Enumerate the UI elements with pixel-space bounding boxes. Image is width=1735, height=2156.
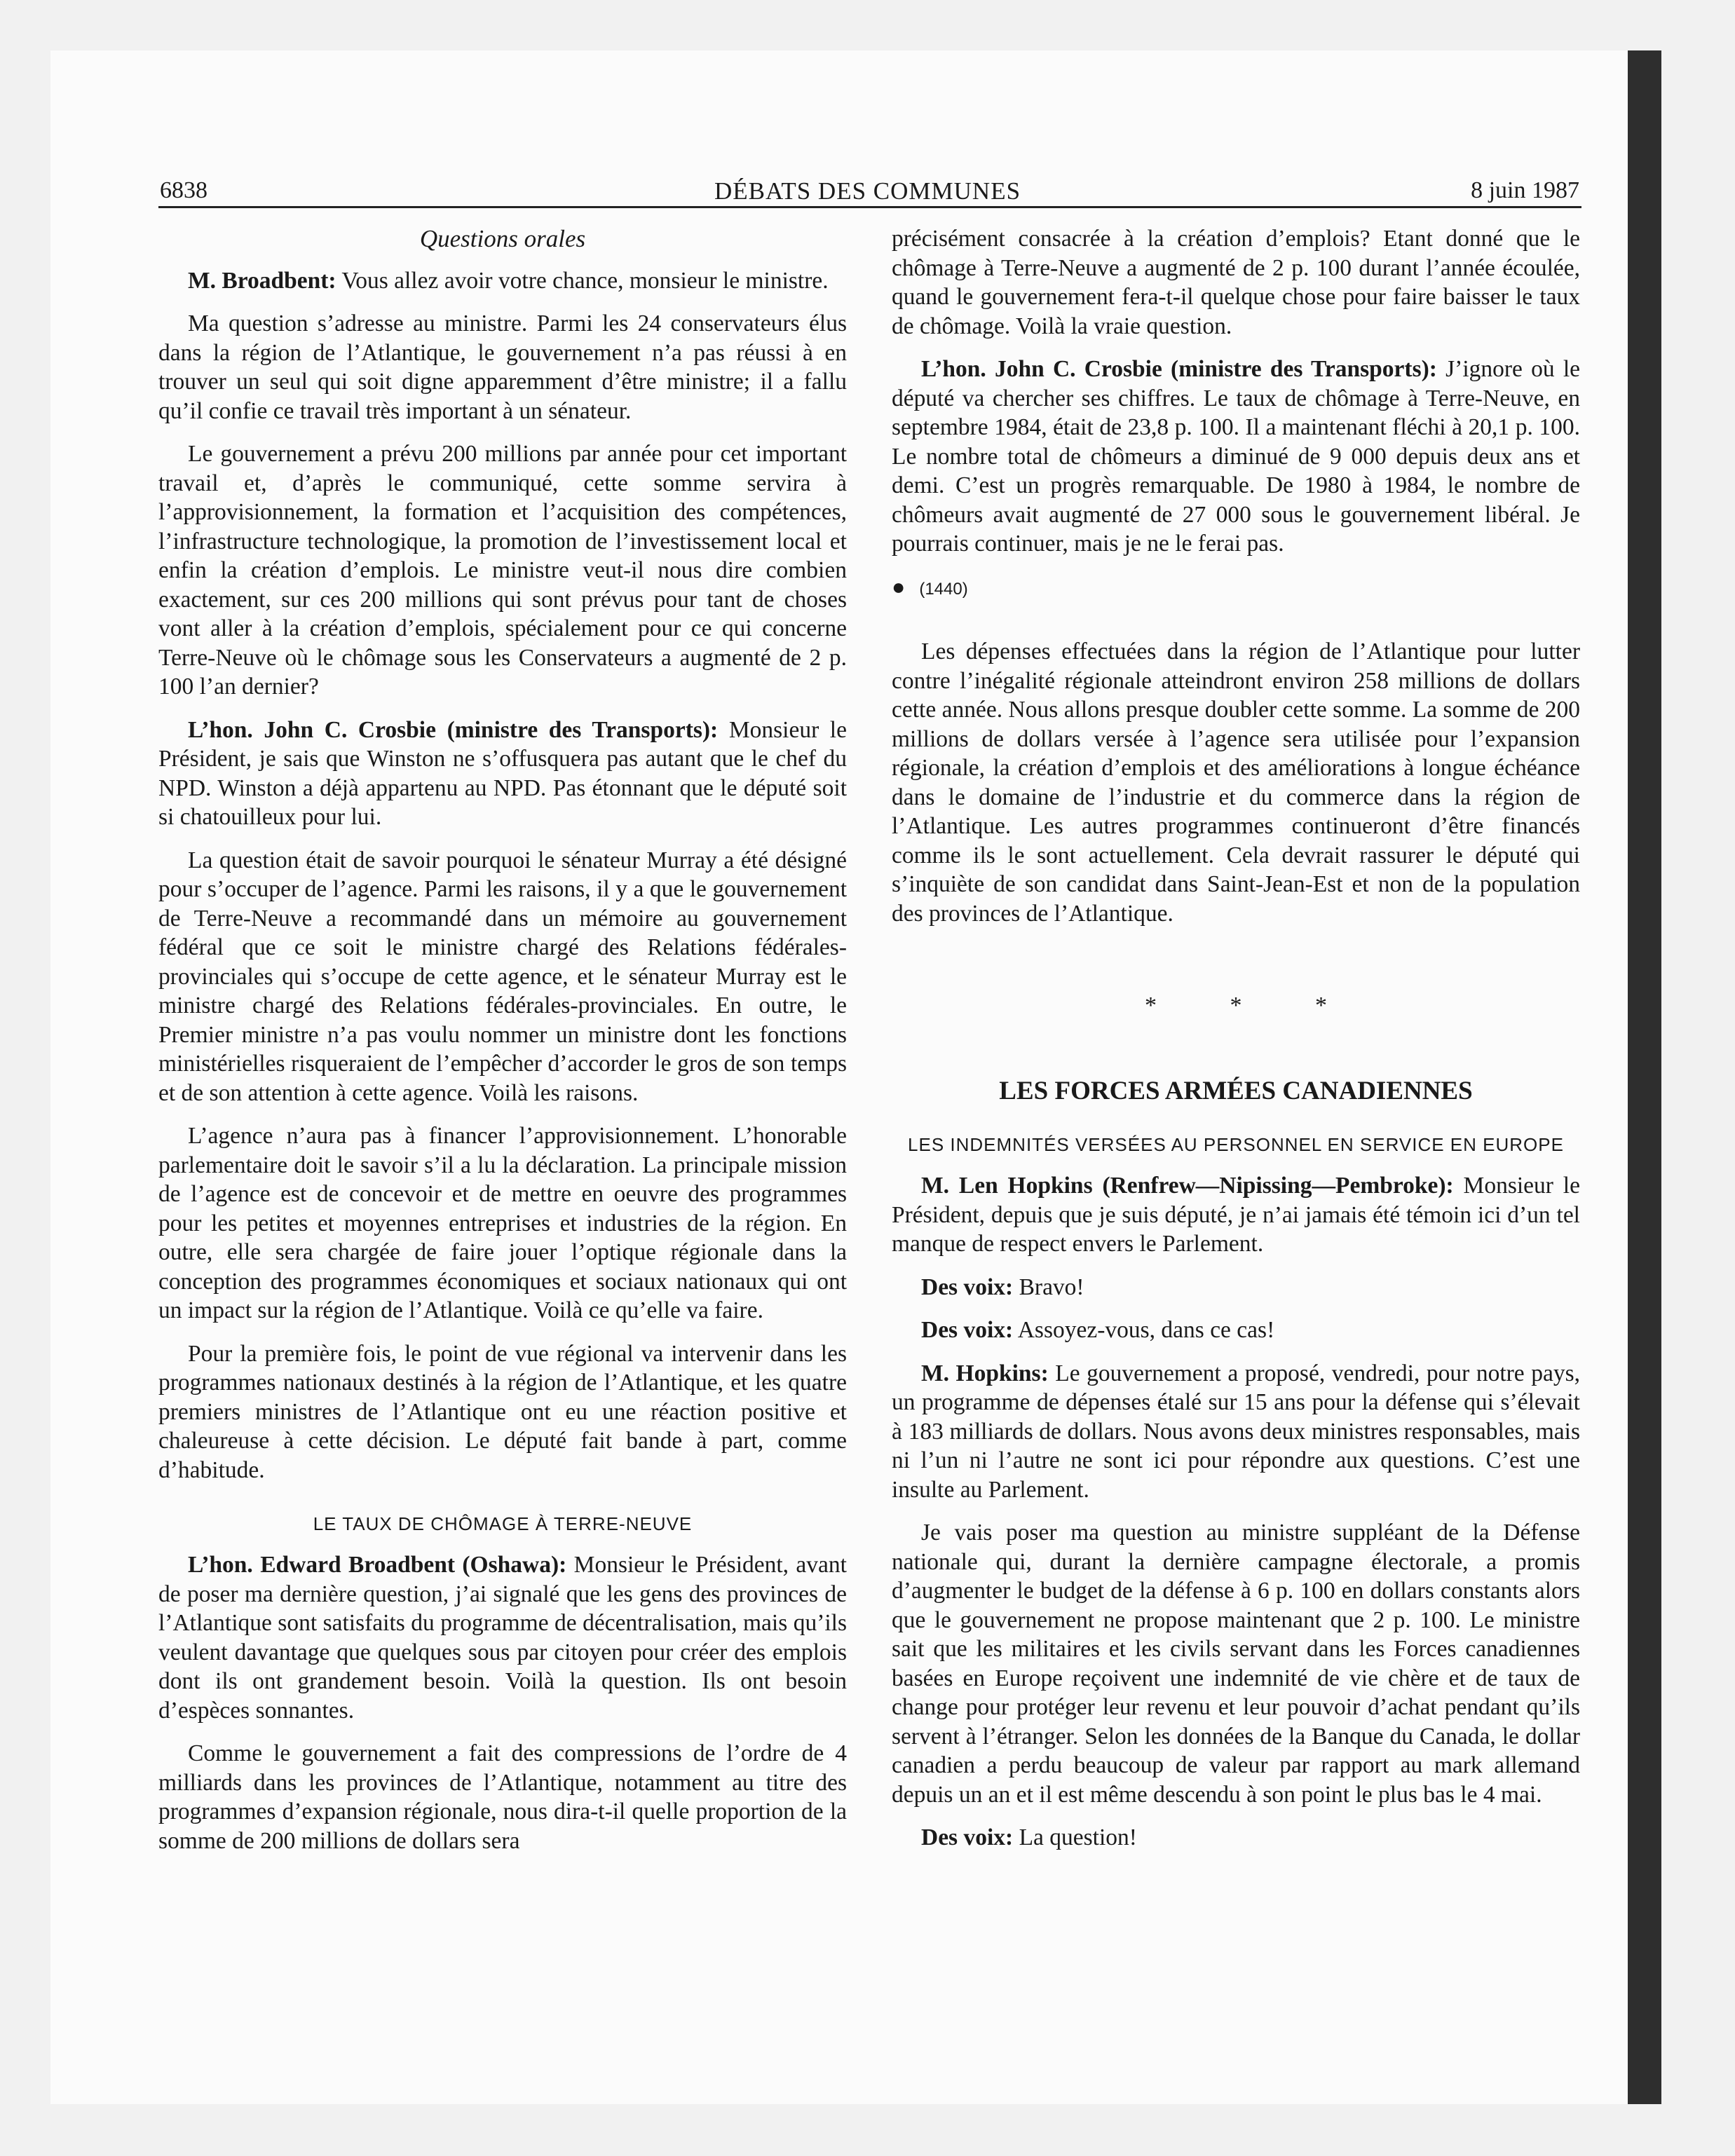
header-date: 8 juin 1987 xyxy=(1471,177,1579,203)
scan-edge-shadow xyxy=(1628,50,1661,2104)
paragraph: L’agence n’aura pas à financer l’approvisionnement. L’honorable parlementaire doit le savoir s’il a lu la déclaration. La principale mission de l’agence est de concevoir et de mettre en oeuvre des programmes pour les petites et moyennes entreprises et industries de la région. En outre, elle sera chargée de faire jouer l’optique régionale dans la conception des programmes économiques et sociaux nationaux qui ont un impact sur la région de l’Atlantique. Voilà ce qu’elle va faire. xyxy=(158,1123,847,1323)
speech-text: Assoyez-vous, dans ce cas! xyxy=(1013,1317,1275,1343)
right-column xyxy=(892,224,1580,1867)
paragraph: La question était de savoir pourquoi le sénateur Murray a été désigné pour s’occuper de l’agence. Parmi les raisons, il y a que le gouvernement de Terre-Neuve a recommandé dans un mémoire au gouvernement fédéral que ce soit le ministre chargé des Relations fédérales-provinciales qui s’occupe de cette agence, et le sénateur Murray est le ministre chargé des Relations fédérales-provinciales. En outre, le Premier ministre n’a pas voulu nommer un ministre dont les fonctions ministérielles risqueraient de l’empêcher d’accorder le gros de son temps et de son attention à cette agence. Voilà les raisons. xyxy=(158,847,847,1106)
page-number: 6838 xyxy=(160,177,207,203)
section-separator: * * * xyxy=(1145,992,1361,1018)
speech-text: Monsieur le Président, je sais que Winston ne s’offusquera pas autant que le chef du NPD. Winston a déjà appartenu au NPD. Pas étonnant que le député soit si chatouilleux pour lui. xyxy=(158,716,847,830)
paragraph xyxy=(892,1273,1580,1302)
speaker-name: L’hon. John C. Crosbie (ministre des Transports): xyxy=(921,356,1437,382)
paragraph xyxy=(892,1171,1580,1259)
speaker-name: L’hon. Edward Broadbent (Oshawa): xyxy=(188,1552,567,1578)
time-stamp xyxy=(892,573,1580,604)
header-rule xyxy=(158,206,1581,208)
paragraph xyxy=(158,266,847,296)
paragraph: Je vais poser ma question au ministre suppléant de la Défense nationale qui, durant la dernière campagne électorale, a promis d’augmenter le budget de la défense à 6 p. 100 en dollars constants alors que le gouvernement ne propose maintenant que 2 p. 100. Le ministre sait que les militaires et les civils servant dans les Forces canadiennes basées en Europe reçoivent une indemnité de vie chère et de taux de change pour protéger leur revenu et leur pouvoir d’achat pendant qu’ils servent à l’étranger. Selon les données de la Banque du Canada, le dollar canadien a perdu beaucoup de valeur par rapport au mark allemand depuis un an et il est même descendu à son point le plus bas le 4 mai. xyxy=(892,1520,1580,1808)
paragraph: Comme le gouvernement a fait des compressions de l’ordre de 4 milliards dans les provinces de l’Atlantique, notamment au titre des programmes d’expansion régionale, nous dira-t-il quelle proportion de la somme de 200 millions de dollars sera xyxy=(158,1740,847,1854)
speaker-name: Des voix: xyxy=(921,1274,1014,1300)
left-column xyxy=(158,224,847,1869)
paragraph: Les dépenses effectuées dans la région de l’Atlantique pour lutter contre l’inégalité régionale atteindront environ 258 millions de dollars cette année. Nous allons presque doubler cette somme. La somme de 200 millions de dollars versée à l’agence sera utilisée pour l’expansion régionale, la création d’emplois et des améliorations à longue échéance dans le domaine de l’industrie et du commerce dans la région de l’Atlantique. Les autres programmes continueront d’être financés comme ils le sont actuellement. Cela devrait rassurer le député qui s’inquiète de son candidat dans Saint-Jean-Est et non de la population des provinces de l’Atlantique. xyxy=(892,639,1580,927)
paragraph xyxy=(158,1550,847,1725)
paragraph: Pour la première fois, le point de vue régional va intervenir dans les programmes nationaux destinés à la région de l’Atlantique, et les quatre premiers ministres de l’Atlantique ont eu une réaction positive et chaleureuse à cette décision. Le député fait bande à part, comme d’habitude. xyxy=(158,1340,847,1483)
speaker-name: M. Hopkins: xyxy=(921,1360,1049,1386)
paragraph: précisément consacrée à la création d’emplois? Etant donné que le chômage à Terre-Neuve a augmenté de 2 p. 100 durant l’année écoulée, quand le gouvernement fera-t-il quelque chose pour faire baisser le taux de chômage. Voilà la vraie question. xyxy=(892,226,1580,339)
subheading: LE TAUX DE CHÔMAGE À TERRE-NEUVE xyxy=(313,1513,693,1534)
paragraph xyxy=(158,716,847,832)
speech-text: Le gouvernement a proposé, vendredi, pour notre pays, un programme de dépenses étalé sur 15 ans pour la défense qui s’élevait à 183 milliards de dollars. Nous avons deux ministres responsables, mais ni l’un ni l’autre ne sont ici pour répondre aux questions. C’est une insulte au Parlement. xyxy=(892,1360,1580,1503)
speaker-name: M. Len Hopkins (Renfrew—Nipissing—Pembroke): xyxy=(921,1173,1454,1199)
speaker-name: L’hon. John C. Crosbie (ministre des Transports): xyxy=(188,716,719,743)
paragraph xyxy=(892,355,1580,559)
time-stamp-text: (1440) xyxy=(919,579,968,599)
major-heading: LES FORCES ARMÉES CANADIENNES xyxy=(999,1076,1473,1105)
speaker-name: Des voix: xyxy=(921,1824,1014,1850)
journal-title: DÉBATS DES COMMUNES xyxy=(714,177,1021,205)
paragraph: Ma question s’adresse au ministre. Parmi les 24 conservateurs élus dans la région de l’Atlantique, le gouvernement n’a pas réussi à en trouver un seul qui soit digne apparemment d’être ministre; il a fallu qu’il confie ce travail très important à un sénateur. xyxy=(158,311,847,424)
paragraph xyxy=(892,1316,1580,1345)
subheading: LES INDEMNITÉS VERSÉES AU PERSONNEL EN SERVICE EN EUROPE xyxy=(908,1134,1564,1155)
running-header xyxy=(0,177,1735,205)
speech-text: J’ignore où le député va chercher ses chiffres. Le taux de chômage à Terre-Neuve, en septembre 1984, était de 23,8 p. 100. Il a maintenant fléchi à 20,1 p. 100. Le nombre total de chômeurs a diminué de 9 000 depuis deux ans et demi. C’est un progrès remarquable. De 1980 à 1984, le nombre de chômeurs avait augmenté de 27 000 sous le gouvernement libéral. Je pourrais continuer, mais je ne le ferai pas. xyxy=(892,356,1581,557)
speaker-name: Des voix: xyxy=(921,1317,1014,1343)
paragraph xyxy=(892,1359,1580,1505)
speech-text: Vous allez avoir votre chance, monsieur le ministre. xyxy=(336,267,829,294)
bullet-icon: ● xyxy=(892,573,906,599)
speech-text: Monsieur le Président, avant de poser ma dernière question, j’ai signalé que les gens des provinces de l’Atlantique sont satisfaits du programme de décentralisation, mais qu’ils veulent davantage que quelques sous par citoyen pour créer des emplois dont ils ont grandement besoin. Voilà la question. Ils ont besoin d’espèces sonnantes. xyxy=(158,1552,847,1724)
paragraph xyxy=(892,1823,1580,1853)
speaker-name: M. Broadbent: xyxy=(188,267,336,294)
paragraph: Le gouvernement a prévu 200 millions par année pour cet important travail et, d’après le communiqué, cette somme servira à l’approvisionnement, la formation et l’acquisition des compétences, l’infrastructure technologique, la promotion de l’investissement local et enfin la création d’emplois. Le ministre veut-il nous dire combien exactement, sur ces 200 millions qui sont prévus pour tant de choses vont aller à la création d’emplois, spécialement pour ce qui concerne Terre-Neuve où le chômage sous les Conservateurs a augmenté de 2 p. 100 l’an dernier? xyxy=(158,441,847,700)
speech-text: Bravo! xyxy=(1013,1274,1084,1300)
section-title: Questions orales xyxy=(419,225,586,252)
speech-text: La question! xyxy=(1013,1824,1137,1850)
speech-text: Monsieur le Président, depuis que je suis député, je n’ai jamais été témoin ici d’un tel manque de respect envers le Parlement. xyxy=(892,1173,1580,1257)
